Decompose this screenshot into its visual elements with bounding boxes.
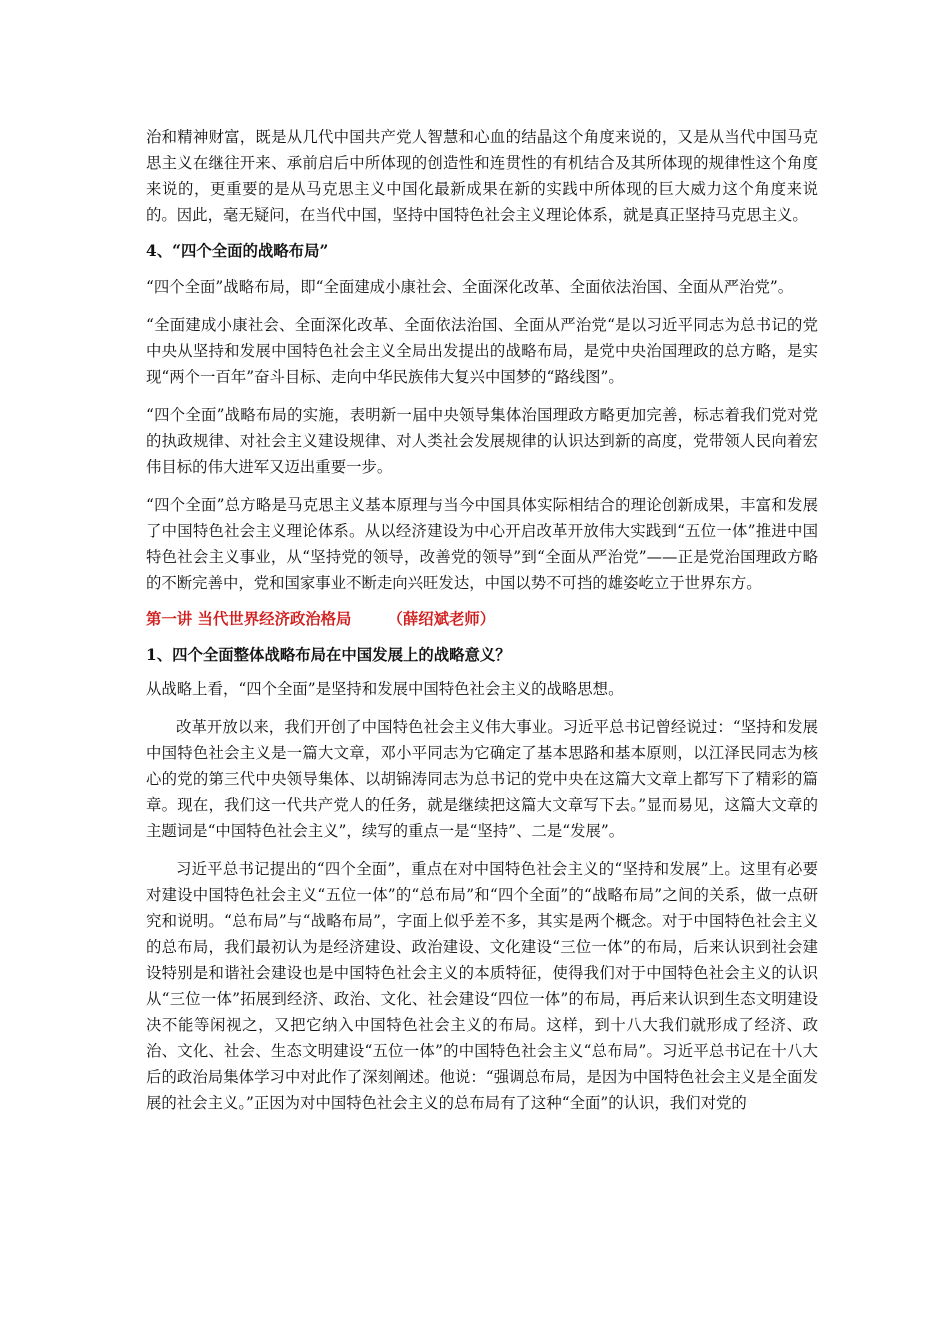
paragraph: “四个全面”战略布局的实施，表明新一届中央领导集体治国理政方略更加完善，标志着我们党对党的执政规律、对社会主义建设规律、对人类社会发展规律的认识达到新的高度，党带领人民向着宏伟目标的伟大进军又迈出重要一步。: [146, 406, 818, 476]
question-heading: 1、四个全面整体战略布局在中国发展上的战略意义？: [146, 646, 511, 664]
paragraph: 从战略上看，“四个全面”是坚持和发展中国特色社会主义的战略思想。: [146, 680, 624, 698]
paragraph: “四个全面”战略布局，即“全面建成小康社会、全面深化改革、全面依法治国、全面从严治党”。: [146, 278, 794, 296]
paragraph: “全面建成小康社会、全面深化改革、全面依法治国、全面从严治党“是以习近平同志为总书记的党中央从坚持和发展中国特色社会主义全局出发提出的战略布局，是党中央治国理政的总方略，是实现“两个一百年”奋斗目标、走向中华民族伟大复兴中国梦的“路线图”。: [146, 316, 818, 386]
document-body: [146, 124, 818, 1116]
lecture-heading: [146, 606, 818, 632]
paragraph: 改革开放以来，我们开创了中国特色社会主义伟大事业。习近平总书记曾经说过：“坚持和发展中国特色社会主义是一篇大文章，邓小平同志为它确定了基本思路和基本原则，以江泽民同志为核心的党的第三代中央领导集体、以胡锦涛同志为总书记的党中央在这篇大文章上都写下了精彩的篇章。现在，我们这一代共产党人的任务，就是继续把这篇大文章写下去。”显而易见，这篇大文章的主题词是“中国特色社会主义”，续写的重点一是“坚持”、二是“发展”。: [146, 718, 818, 840]
lecture-title: 第一讲 当代世界经济政治格局: [146, 610, 352, 628]
paragraph: “四个全面”总方略是马克思主义基本原理与当今中国具体实际相结合的理论创新成果，丰富和发展了中国特色社会主义理论体系。从以经济建设为中心开启改革开放伟大实践到“五位一体”推进中国特色社会主义事业，从“坚持党的领导，改善党的领导”到“全面从严治党”——正是党治国理政方略的不断完善中，党和国家事业不断走向兴旺发达，中国以势不可挡的雄姿屹立于世界东方。: [146, 496, 818, 592]
section-heading: 4、“四个全面的战略布局”: [146, 242, 329, 260]
paragraph: 治和精神财富，既是从几代中国共产党人智慧和心血的结晶这个角度来说的，又是从当代中国马克思主义在继往开来、承前启后中所体现的创造性和连贯性的有机结合及其所体现的规律性这个角度来说的，更重要的是从马克思主义中国化最新成果在新的实践中所体现的巨大威力这个角度来说的。因此，毫无疑问，在当代中国，坚持中国特色社会主义理论体系，就是真正坚持马克思主义。: [146, 128, 818, 224]
lecture-teacher: （薛绍斌老师）: [387, 610, 496, 628]
paragraph: 习近平总书记提出的“四个全面”，重点在对中国特色社会主义的“坚持和发展”上。这里有必要对建设中国特色社会主义“五位一体”的“总布局”和“四个全面”的“战略布局”之间的关系，做一点研究和说明。“总布局”与“战略布局”，字面上似乎差不多，其实是两个概念。对于中国特色社会主义的总布局，我们最初认为是经济建设、政治建设、文化建设“三位一体”的布局，后来认识到社会建设特别是和谐社会建设也是中国特色社会主义的本质特征，使得我们对于中国特色社会主义的认识从“三位一体”拓展到经济、政治、文化、社会建设“四位一体”的布局，再后来认识到生态文明建设决不能等闲视之，又把它纳入中国特色社会主义的布局。这样，到十八大我们就形成了经济、政治、文化、社会、生态文明建设“五位一体”的中国特色社会主义“总布局”。习近平总书记在十八大后的政治局集体学习中对此作了深刻阐述。他说：“强调总布局，是因为中国特色社会主义是全面发展的社会主义。”正因为对中国特色社会主义的总布局有了这种“全面”的认识，我们对党的: [146, 860, 818, 1112]
